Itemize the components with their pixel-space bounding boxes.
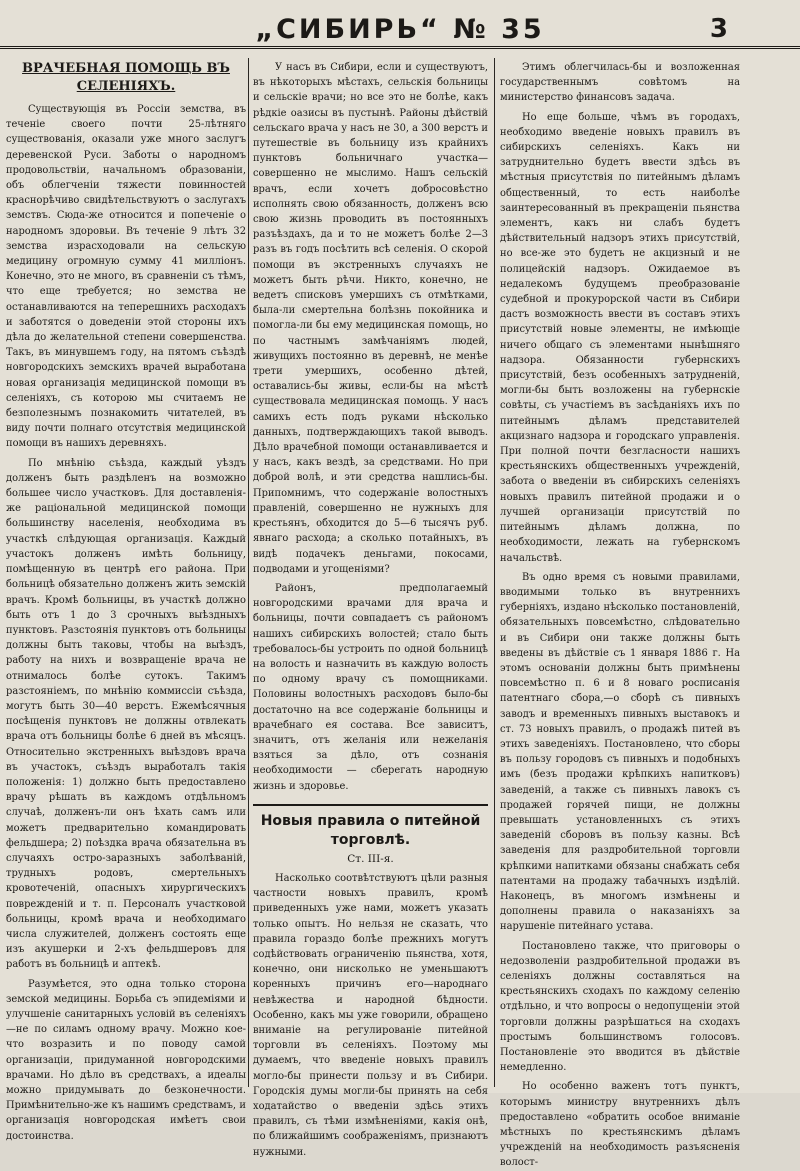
masthead: „СИБИРЬ“ № 35 (255, 14, 545, 45)
paragraph: Но еще больше, чѣмъ въ городахъ, необходимо введеніе новыхъ правилъ въ сибирскихъ селеніяхъ. Какъ ни затруднительно будетъ ввести здѣсь въ мѣстныя присутствія по питейнымъ дѣламъ общественный, то есть наиболѣе заинтересованный въ прекращеніи пьянства элементъ, какъ ни слабъ будетъ дѣйствительный надзоръ этихъ присутствій, но все-же это будетъ не акцизный и не полицейскій надзоръ. Ожидаемое въ недалекомъ будущемъ преобразованіе судебной и прокурорской части въ Сибири дастъ возможность ввести въ составъ этихъ присутствій новые элементы, не имѣющіе ничего общаго съ элементами нынѣшняго надзора. Обязанности губернскихъ присутствій, безъ особенныхъ затрудненій, могли-бы быть возложены на губернскіе совѣты, съ участіемъ въ засѣданіяхъ ихъ по питейнымъ дѣламъ представителей акцизнаго надзора и городскаго управленія. При полной почти безгласности нашихъ крестьянскихъ общественныхъ учрежденій, забота о введеніи въ сибирскихъ селеніяхъ новыхъ правилъ питейной продажи и о лучшей организаціи присутствій по питейнымъ дѣламъ должна, по необходимости, лежать на губернскомъ начальствѣ. (500, 111, 740, 564)
article-title: Новыя правила о питейной торговлѣ. (260, 812, 481, 848)
article-subtitle: Ст. III-я. (347, 852, 394, 865)
paragraph: Насколько соотвѣтствуютъ цѣли разныя частности новыхъ правилъ, кромѣ приведенныхъ уже нами, можетъ указать только опытъ. Но нельзя не сказать, что правила гораздо болѣе прежнихъ могутъ содѣйствовать ограниченію пьянства, хотя, конечно, они нисколько не уменьшаютъ коренныхъ причинъ его—народнаго невѣжества и народной бѣдности. Особенно, какъ мы уже говорили, обращено вниманіе на регулированіе питейной торговли въ селеніяхъ. Поэтому мы думаемъ, что введеніе новыхъ правилъ могло-бы принести пользу и въ Сибири. Городскія думы могли-бы принять на себя ходатайство о введеніи здѣсь этихъ правилъ, съ тѣми измѣненіями, какія онѣ, по ближайшимъ соображеніямъ, признаютъ нужными. (253, 872, 488, 1158)
paragraph: Районъ, предполагаемый новгородскими врачами для врача и больницы, почти совпадаетъ съ райономъ нашихъ сибирскихъ волостей; стало быть требовалось-бы устроить по одной больницѣ на волость и назначить въ каждую волость по одному врачу съ помощниками. Половины волостныхъ расходовъ было-бы достаточно на все содержаніе больницы и врачебнаго ея состава. Все зависитъ, значитъ, отъ желанія или нежеланія взяться за дѣло, отъ сознанія необходимости — сберегать народную жизнь и здоровье. (253, 582, 488, 792)
article-title: ВРАЧЕБНАЯ ПОМОЩЬ ВЪ СЕЛЕНІЯХЪ. (22, 61, 230, 94)
column-rule (248, 58, 249, 1087)
paragraph: Разумѣется, это одна только сторона земской медицины. Борьба съ эпидеміями и улучшеніе санитарныхъ условій въ селеніяхъ—не по силамъ одному врачу. Можно кое-что возразить и по поводу самой организаціи, придуманной новгородскими врачами. Но дѣло въ средствахъ, а идеалы можно придумывать до безконечности. Примѣнительно-же къ нашимъ средствамъ, и организація новгородская имѣетъ свои достоинства. (6, 978, 246, 1142)
paragraph: Въ одно время съ новыми правилами, вводимыми только въ внутреннихъ губерніяхъ, издано нѣсколько постановленій, обязательныхъ повсемѣстно, слѣдовательно и въ Сибири они также должны быть введены въ дѣйствіе съ 1 января 1886 г. На этомъ основаніи должны быть примѣнены повсемѣстно п. 6 и 8 новаго росписанія патентнаго сбора,—о сборѣ съ пивныхъ заводъ и временныхъ пивныхъ выставокъ и ст. 73 новыхъ правилъ, о продажѣ питей въ этихъ заведеніяхъ. Постановлено, что сборы въ пользу городовъ съ пивныхъ и подобныхъ имъ (безъ продажи крѣпкихъ напитковъ) заведеній, а также съ пивныхъ лавокъ съ продажей горячей пищи, не должны превышать установленныхъ съ этихъ заведеній сборовъ въ пользу казны. Всѣ заведенія для раздробительной торговли крѣпкими напитками обязаны снабжать себя патентами на продажу табачныхъ издѣлій. Наконецъ, въ многомъ измѣнены и дополнены правила о наказаніяхъ за нарушеніе питейнаго устава. (500, 571, 740, 933)
column-1 (6, 60, 246, 1142)
page-number: 3 (709, 14, 728, 44)
paragraph: Постановлено также, что приговоры о недозволеніи раздробительной продажи въ селеніяхъ должны составляться на крестьянскихъ сходахъ по каждому селенію отдѣльно, и что вопросы о недопущеніи этой торговли должны разрѣшаться на сходахъ простымъ большинствомъ голосовъ. Постановленіе это вводится въ дѣйствіе немедленно. (500, 940, 740, 1074)
paragraph: Существующія въ Россіи земства, въ теченіе своего почти 25-лѣтняго существованія, оказали уже много заслугъ деревенской Руси. Заботы о народномъ продовольствіи, начальномъ образованіи, объ облегченіи тяжести повинностей краснорѣчиво свидѣтельствуютъ о заслугахъ земствъ. Сюда-же относится и попеченіе о народномъ здоровьи. Въ теченіе 9 лѣтъ 32 земства израсходовали на сельскую медицину огромную сумму 41 милліонъ. Конечно, это не много, въ сравненіи съ тѣмъ, что еще требуется; но земства не останавливаются на теперешнихъ расходахъ и заботятся о доведеніи этой стороны ихъ дѣла до желательной степени совершенства. Такъ, въ минувшемъ году, на пятомъ съѣздѣ новгородскихъ земскихъ врачей выработана новая организація медицинской помощи въ селеніяхъ, съ которою мы считаемъ не безполезнымъ познакомить читателей, въ виду почти полнаго отсутствія медицинской помощи въ нашихъ деревняхъ. (6, 104, 246, 450)
article-divider (253, 804, 488, 806)
column-2 (253, 60, 488, 1158)
header-rule (0, 46, 800, 49)
column-rule (494, 58, 495, 1087)
page-header (0, 8, 800, 48)
paragraph: У насъ въ Сибири, если и существуютъ, въ нѣкоторыхъ мѣстахъ, сельскія больницы и сельскіе врачи; но все это не болѣе, какъ рѣдкіе оазисы въ пустынѣ. Районы дѣйствій сельскаго врача у насъ не 30, а 300 верстъ и путешествіе въ больницу изъ крайнихъ пунктовъ больничнаго участка—совершенно не мыслимо. Нашъ сельскій врачъ, если хочетъ добросовѣстно исполнять свою обязанность, долженъ всю свою жизнь проводить въ постоянныхъ разъѣздахъ, да и то не можетъ болѣе 2—3 разъ въ годъ посѣтить всѣ селенія. О скорой помощи въ экстренныхъ случаяхъ не можетъ быть рѣчи. Никто, конечно, не ведетъ списковъ умершихъ съ отмѣтками, была-ли смертельна болѣзнь покойника и помогла-ли бы ему медицинская помощь, но по частнымъ замѣчаніямъ людей, живущихъ постоянно въ деревнѣ, не менѣе трети умершихъ, особенно дѣтей, оставались-бы живы, если-бы на мѣстѣ существовала медицинская помощь. У насъ самихъ есть подъ руками нѣсколько данныхъ, подтверждающихъ такой выводъ. Дѣло врачебной помощи останавливается и у насъ, какъ вездѣ, за средствами. Но при доброй волѣ, и эти средства нашлись-бы. Припомнимъ, что содержаніе волостныхъ правленій, совершенно не нужныхъ для крестьянъ, обходится до 5—6 тысячъ руб. явнаго расхода; а сколько потайныхъ, въ видѣ подачекъ деньгами, покосами, подводами и угощеніями? (253, 62, 488, 575)
paragraph: По мнѣнію съѣзда, каждый уѣздъ долженъ быть раздѣленъ на возможно большее число участковъ. Для доставленія-же раціональной медицинской помощи большинству населенія, необходима въ участкѣ слѣдующая организація. Каждый участокъ долженъ имѣть больницу, помѣщенную въ центрѣ его района. При больницѣ обязательно долженъ жить земскій врачъ. Кромѣ больницы, въ участкѣ должно быть отъ 1 до 3 срочныхъ выѣздныхъ пунктовъ. Разстоянія пунктовъ отъ больницы должны быть таковы, чтобы на выѣздъ, работу на нихъ и возвращеніе врача не отнималось болѣе сутокъ. Такимъ разстояніемъ, по мнѣнію коммиссіи съѣзда, могутъ быть 30—40 верстъ. Ежемѣсячныя посѣщенія пунктовъ не должны отвлекать врача отъ больницы болѣе 6 дней въ мѣсяцъ. Относительно экстренныхъ выѣздовъ врача въ участокъ, съѣздъ выработалъ такія положенія: 1) должно быть предоставлено врачу рѣшать въ каждомъ отдѣльномъ случаѣ, долженъ-ли онъ ѣхать самъ или можетъ предварительно командировать фельдшера; 2) поѣздка врача обязательна въ случаяхъ остро-заразныхъ заболѣваній, трудныхъ родовъ, смертельныхъ кровотеченій, опасныхъ хирургическихъ поврежденій и т. п. Персоналъ участковой больницы, кромѣ врача и необходимаго числа служителей, долженъ состоять еще изъ акушерки и 2-хъ фельдшеровъ для работъ въ больницѣ и аптекѣ. (6, 457, 246, 971)
paragraph: Но особенно важенъ тотъ пунктъ, которымъ министру внутреннихъ дѣлъ предоставлено «обратить особое вниманіе мѣстныхъ по крестьянскимъ дѣламъ учрежденій на необходимость разъясненія волост- (500, 1081, 740, 1169)
paragraph: Этимъ облегчилась-бы и возложенная государственнымъ совѣтомъ на министерство финансовъ задача. (500, 62, 740, 104)
column-3 (500, 60, 740, 1169)
